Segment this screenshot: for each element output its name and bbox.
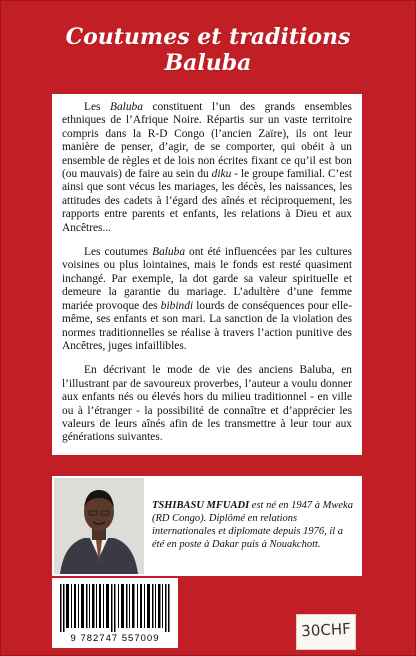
barcode xyxy=(52,578,178,648)
p2-italic-baluba: Baluba xyxy=(152,246,186,259)
title-line-1: Coutumes et traditions xyxy=(65,24,351,50)
p2-italic-bibindi: bibindi xyxy=(160,299,194,312)
p1-italic-baluba: Baluba xyxy=(110,101,143,113)
paragraph-1 xyxy=(62,101,352,235)
p2-text-e: lourds de conséquences pour elle-même, ses enfants et son mari. La sanction de la violation des normes traditionnelles se réalise à travers l’action punitive des Ancêtres, juges infaillibles. xyxy=(62,299,353,352)
summary-text xyxy=(62,101,352,456)
author-name: TSHIBASU MFUADI xyxy=(152,500,250,511)
paragraph-2 xyxy=(62,246,352,353)
book-title xyxy=(0,24,416,76)
p1-italic-diku: diku xyxy=(211,168,232,181)
p2-text-a: Les coutumes xyxy=(84,246,153,259)
barcode-bars-icon xyxy=(60,584,170,632)
title-line-2: Baluba xyxy=(164,50,252,76)
p1-text-a: Les xyxy=(84,101,110,113)
p1-text-e: - le groupe familial. C’est ainsi que sont vécus les mariages, les décès, les naissances, les attitudes des cadets à l’égard des aînés et réciproquement, les rapports entre parents et enfants, les relations à Dieu et aux Ancêtres... xyxy=(62,168,352,234)
author-photo xyxy=(54,478,144,574)
author-bio xyxy=(152,499,357,551)
author-portrait-icon xyxy=(54,478,144,574)
paragraph-3: En décrivant le mode de vie des anciens Baluba, en l’illustrant par de savoureux proverbes, l’auteur a voulu donner aux enfants nés ou élevés hors du milieu traditionnel - en ville ou à l’étranger - la possibilité de connaître et d’apprécier les valeurs de leurs aînés afin de les transmettre à leur tour aux générations suivantes. xyxy=(62,364,352,444)
price-sticker-text: 30CHF xyxy=(300,619,352,641)
author-bio-text: est né en 1947 à Mweka (RD Congo). Diplômé en relations internationales et diplomate depuis 1976, il a été en poste à Dakar puis à Nouakchott. xyxy=(152,500,353,550)
barcode-number: 9 782747 557009 xyxy=(70,633,160,644)
p1-text-c: constituent l’un des grands ensembles ethniques de l’Afrique Noire. Répartis sur un vaste territoire compris dans la R-D Congo (l’ancien Zaïre), ils ont leur manière de penser, d’agir, de se comporter, qui obéit à un ensemble de règles et de lois non écrites fixant ce qu’il est bon (ou mauvais) de faire au sein du xyxy=(62,101,352,181)
p2-text-c: ont été influencées par les cultures voisines ou plus lointaines, mais le fonds est resté quasiment inchangé. Par exemple, la dot garde sa valeur spirituelle et demeure la garantie du mariage. L’adultère d’une femme mariée provoque des xyxy=(62,246,352,312)
price-sticker xyxy=(296,614,356,650)
